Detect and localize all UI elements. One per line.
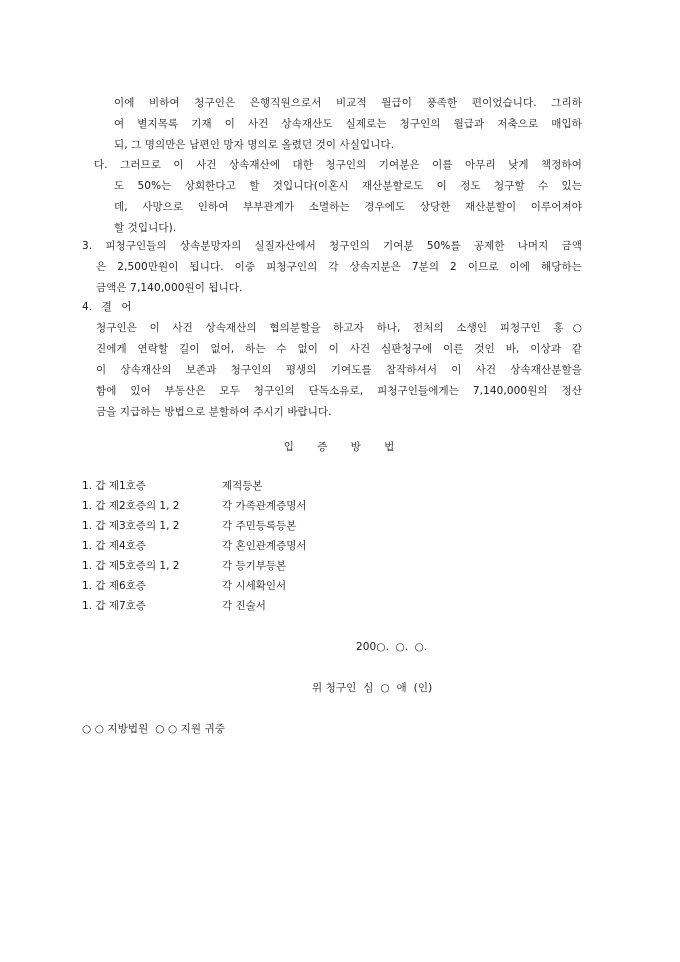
conclusion-heading: 4. 결 어 [82, 301, 132, 313]
evidence-row [82, 499, 482, 513]
evidence-row [82, 519, 482, 533]
evidence-number: 1. 갑 제6호증 [82, 580, 146, 592]
claimant-signature: 위 청구인 심 ○ 애 (인) [312, 682, 433, 694]
evidence-description: 각 주민등록등본 [222, 520, 297, 532]
evidence-row [82, 599, 482, 613]
para3-line-3: 금액은 7,140,000원이 됩니다. [96, 282, 243, 294]
evidence-number: 1. 갑 제2호증의 1, 2 [82, 500, 180, 512]
para3-line-2: 은 2,500만원이 됩니다. 이중 피청구인의 각 상속지분은 7분의 2 이므로 이에 해당하는 [96, 261, 582, 273]
evidence-description: 제적등본 [222, 480, 263, 492]
evidence-row [82, 579, 482, 593]
evidence-number: 1. 갑 제7호증 [82, 600, 146, 612]
evidence-description: 각 가족관계증명서 [222, 500, 307, 512]
evidence-number: 1. 갑 제3호증의 1, 2 [82, 520, 180, 532]
para1-line-2: 여 별지목록 기재 이 사건 상속재산도 실제로는 청구인의 월급과 저축으로 매입하 [114, 118, 582, 130]
evidence-number: 1. 갑 제5호증의 1, 2 [82, 560, 180, 572]
conclusion-line-2: 진에게 연락할 길이 없어, 하는 수 없이 이 사건 심판청구에 이른 것인 바, 이상과 같 [96, 343, 582, 355]
evidence-title: 입 증 방 법 [283, 441, 405, 453]
conclusion-line-1: 청구인은 이 사건 상속재산의 협의분할을 하고자 하나, 전처의 소생인 피청구인 홍○ [96, 322, 582, 334]
conclusion-line-3: 이 상속재산의 보존과 청구인의 평생의 기여도를 참작하셔서 이 사건 상속재산분할을 [96, 364, 582, 376]
evidence-description: 각 진술서 [222, 600, 266, 612]
court-addressee: ○ ○ 지방법원 ○ ○ 지원 귀중 [82, 723, 226, 735]
evidence-description: 각 혼인관계증명서 [222, 540, 307, 552]
evidence-description: 각 등기부등본 [222, 560, 287, 572]
para2-line-1: 다. 그러므로 이 사건 상속재산에 대한 청구인의 기여분은 이를 아무리 낮게 책정하여 [94, 159, 582, 171]
conclusion-line-4: 함에 있어 부동산은 모두 청구인의 단독소유로, 피청구인들에게는 7,140,000원의 정산 [96, 385, 582, 397]
para2-line-4: 할 것입니다). [114, 222, 177, 234]
para3-line-1: 3. 피청구인들의 상속분망자의 실질자산에서 청구인의 기여분 50%를 공제한 나머지 금액 [82, 240, 582, 252]
evidence-number: 1. 갑 제1호증 [82, 480, 146, 492]
evidence-number: 1. 갑 제4호증 [82, 540, 146, 552]
evidence-row [82, 539, 482, 553]
evidence-description: 각 시세확인서 [222, 580, 287, 592]
para1-line-3: 되, 그 명의만은 남편인 망자 명의로 올렸던 것이 사실입니다. [114, 139, 395, 151]
para2-line-2: 도 50%는 상회한다고 할 것입니다(이혼시 재산분할로도 이 정도 청구할 수 있는 [114, 180, 582, 192]
conclusion-line-5: 금을 지급하는 방법으로 분할하여 주시기 바랍니다. [96, 406, 332, 418]
evidence-row [82, 559, 482, 573]
para1-line-1: 이에 비하여 청구인은 은행직원으로서 비교적 월급이 풍족한 편이었습니다. 그리하 [114, 97, 582, 109]
evidence-row [82, 479, 482, 493]
filing-date: 200○. ○. ○. [356, 641, 428, 653]
para2-line-3: 데, 사망으로 인하여 부부관계가 소멸하는 경우에도 상당한 재산분할이 이루어져야 [114, 201, 582, 213]
